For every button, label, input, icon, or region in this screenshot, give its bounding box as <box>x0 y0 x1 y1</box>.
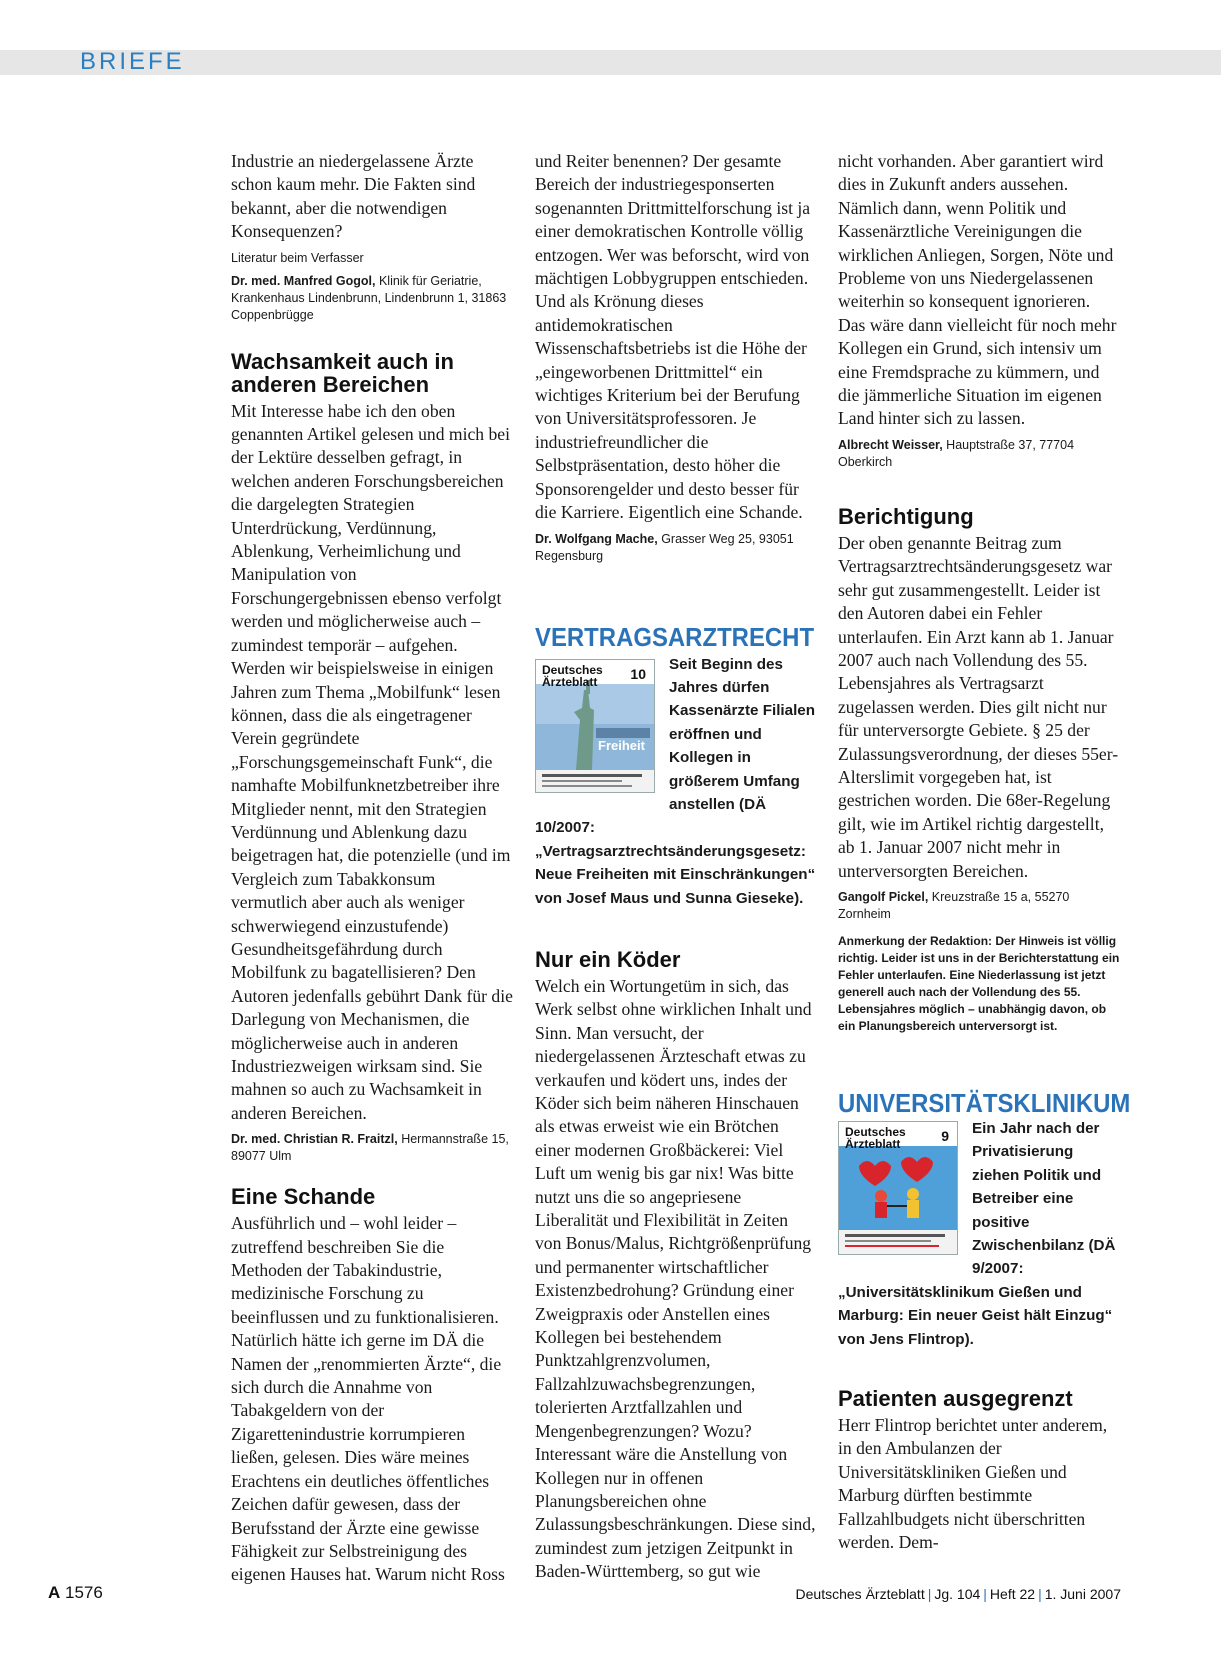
page-number <box>48 1583 103 1603</box>
reference-box-vertragsarztrecht <box>535 623 817 910</box>
page-prefix: A <box>48 1583 61 1602</box>
section-label: BRIEFE <box>80 48 185 75</box>
issue: Heft 22 <box>989 1586 1036 1602</box>
signature-address: Hauptstraße 37, 77704 Oberkirch <box>838 437 1075 469</box>
headline-nur-ein-koeder: Nur ein Köder <box>535 946 681 972</box>
volume: Jg. 104 <box>934 1586 981 1602</box>
date: 1. Juni 2007 <box>1044 1586 1121 1602</box>
letter-nur-ein-koeder: Welch ein Wortungetüm in sich, das Werk selbst ohne wirklichen Inhalt und Sinn. Man versucht, der niedergelassenen Ärzteschaft etwas zu verkaufen und ködert uns, indes der Köder sich beim näheren Hinschauen als etwas erweist wie ein Brötchen einer modernen Großbäckerei: Viel Luft um wenig bis gar nix! Was bitte nutzt uns die so angepriesene Liberalität und Flexibilität in Zeiten von Bonus/Malus, Richtgrößenprüfung und permanenter wirtschaftlicher Existenzbedrohung? Gründung einer Zweigpraxis oder Anstellen eines Kollegen bei bestehendem Punktzahlgrenzvolumen, Fallzahlzuwachsbegrenzungen, tolerierten Arztfallzahlen und Mengenbegrenzungen? Wozu? Interessant wäre die Anstellung von Kollegen nur in offenen Planungsbereichen ohne Zulassungsbeschränkungen. Diese sind, zumindest zum jetzigen Zeitpunkt in Baden-Württemberg, so gut wie <box>535 975 816 1582</box>
signature-mache <box>535 531 817 565</box>
column-3 <box>838 150 1131 1554</box>
separator: | <box>1038 1586 1042 1602</box>
signature-address: Grasser Weg 25, 93051 Regensburg <box>535 531 794 563</box>
signature-weisser <box>838 437 1120 471</box>
box-title: VERTRAGSARZTRECHT <box>535 621 815 652</box>
cover-issue-number: 9 <box>941 1127 949 1144</box>
footer-citation <box>796 1586 1121 1602</box>
box-text: Ein Jahr nach der Privatisierung ziehen Politik und Betreiber eine positive Zwischenbilanz (DÄ 9/2007: „Universitätsklinikum Gießen und Marburg: Ein neuer Geist hält Einzug“ von Jens Flintrop). <box>838 1119 1116 1348</box>
col3-continuation: nicht vorhanden. Aber garantiert wird dies in Zukunft anders aussehen. Nämlich dann, wenn Politik und Kassenärztliche Vereinigungen die wirklichen Anliegen, Sorgen, Nöte und Probleme von uns Niedergelassenen weiterhin so konsequent ignorieren. Das wäre dann vielleicht für noch mehr Kollegen ein Grund, sich intensiv um eine Fremdsprache zu kümmern, und die jämmerliche Situation im eigenen Land hinter sich zu lassen. <box>838 151 1117 429</box>
col2-continuation: und Reiter benennen? Der gesamte Bereich der industriegesponserten sogenannten Drittmittelforschung ist ja einer demokratischen Kontrolle völlig entzogen. Wer was beforscht, wird von mächtigen Lobbygruppen entschieden. Und als Krönung dieses antidemokratischen Wissenschaftsbetriebs ist die Höhe der „eingeworbenen Drittmittel“ ein wichtiges Kriterium bei der Berufung von Universitätsprofessoren. Je industriefreundlicher die Selbstpräsentation, desto höher die Sponsorengelder und desto besser für die Karriere. Eigentlich eine Schande. <box>535 151 811 523</box>
column-1 <box>231 150 513 1587</box>
column-2 <box>535 150 817 1584</box>
signature-name: Dr. med. Manfred Gogol, <box>231 273 376 288</box>
letter-berichtigung: Der oben genannte Beitrag zum Vertragsarztrechtsänderungsgesetz war sehr gut zusammengestellt. Leider ist den Autoren dabei ein Fehler unterlaufen. Ein Arzt kann ab 1. Januar 2007 auch nach Vollendung des 55. Lebensjahres als Vertragsarzt zugelassen werden. Dies gilt nicht nur für unterversorgte Gebiete. § 25 der Zulassungsverordnung, der dieses 55er-Alterslimit vorgegeben hat, ist gestrichen worden. Die 68er-Regelung gilt, wie im Artikel richtig dargestellt, ab 1. Januar 2007 nicht mehr in unterversorgten Bereichen. <box>838 532 1119 881</box>
separator: | <box>983 1586 987 1602</box>
headline-berichtigung: Berichtigung <box>838 503 974 529</box>
magazine-cover-9 <box>838 1121 958 1255</box>
signature-address: Hermannstraße 15, 89077 Ulm <box>231 1132 509 1164</box>
signature-pickel <box>838 889 1120 923</box>
letter-wachsamkeit: Mit Interesse habe ich den oben genannten Artikel gelesen und mich bei der Lektüre desselben gefragt, in welchen anderen Forschungsbereichen die dargelegten Strategien Unterdrückung, Verdünnung, Ablenkung, Verheimlichung und Manipulation von Forschungergebnissen ebenso verfolgt werden und möglicherweise auch – zumindest temporär – aufgehen. Werden wir beispielsweise in einigen Jahren zum Thema „Mobilfunk“ lesen können, dass die als eingetragener Verein gegründete „Forschungsgemeinschaft Funk“, die namhafte Mobilfunknetzbetreiber ihre Mitglieder nennt, mit den Strategien Verdünnung und Ablenkung dazu beigetragen hat, die potenzielle (und im Vergleich zum Tabakkonsum vermutlich aber auch als weniger schwerwiegend einzustufende) Gesundheitsgefährdung durch Mobilfunk zu bagatellisieren? Den Autoren jedenfalls gebührt Dank für die Darlegung von Mechanismen, die möglicherweise auch in anderen Industriezweigen wirksam sind. Sie mahnen so auch zu Wachsamkeit in anderen Bereichen. <box>231 400 513 1123</box>
magazine-cover-10 <box>535 659 655 793</box>
signature-name: Albrecht Weisser, <box>838 437 943 452</box>
col1-intro: Industrie an niedergelassene Ärzte schon kaum mehr. Die Fakten sind bekannt, aber die notwendigen Konsequenzen? <box>231 151 476 242</box>
signature-name: Dr. med. Christian R. Fraitzl, <box>231 1132 398 1147</box>
journal-name: Deutsches Ärzteblatt <box>795 1586 925 1602</box>
page-number-value: 1576 <box>65 1583 103 1602</box>
signature-address: Klinik für Geriatrie, Krankenhaus Lindenbrunn, Lindenbrunn 1, 31863 Coppenbrügge <box>231 273 507 322</box>
signature-name: Dr. Wolfgang Mache, <box>535 531 658 546</box>
cover-issue-number: 10 <box>630 665 646 682</box>
letter-eine-schande: Ausführlich und – wohl leider – zutreffend beschreiben Sie die Methoden der Tabakindustrie, medizinische Forschung zu beeinflussen und zu funktionalisieren. Natürlich hätte ich gerne im DÄ die Namen der „renommierten Ärzte“, die sich durch die Annahme von Tabakgeldern von der Zigarettenindustrie korrumpieren ließen, gelesen. Dies wäre meines Erachtens ein deutliches öffentliches Zeichen dafür gewesen, dass der Berufsstand der Ärzte eine gewisse Fähigkeit zur Selbstreinigung des eigenen Hauses hat. Warum nicht Ross <box>231 1213 505 1585</box>
cover-masthead: Deutsches Ärzteblatt <box>845 1124 906 1151</box>
signature-name: Gangolf Pickel, <box>838 889 929 904</box>
headline-eine-schande: Eine Schande <box>231 1184 376 1210</box>
literature-note: Literatur beim Verfasser <box>231 250 364 265</box>
cover-headline: Freiheit <box>598 737 645 753</box>
editorial-note: Anmerkung der Redaktion: Der Hinweis ist völlig richtig. Leider ist uns in der Berichterstattung ein Fehler unterlaufen. Eine Niederlassung ist jetzt generell auch nach der Vollendung des 55. Lebensjahres möglich – unabhängig davon, ob ein Planungsbereich unterversorgt ist. <box>838 933 1120 1033</box>
signature-address: Kreuzstraße 15 a, 55270 Zornheim <box>838 889 1070 921</box>
cover-masthead: Deutsches Ärzteblatt <box>542 662 603 689</box>
box-title: UNIVERSITÄTSKLINIKUM <box>838 1087 1131 1118</box>
reference-box-universitaetsklinikum <box>838 1087 1131 1351</box>
signature-gogol <box>231 273 513 324</box>
letter-patienten-ausgegrenzt: Herr Flintrop berichtet unter anderem, in den Ambulanzen der Universitätskliniken Gießen und Marburg dürften bestimmte Fallzahlbudgets nicht überschritten werden. Dem- <box>838 1415 1108 1553</box>
signature-fraitzl <box>231 1131 513 1165</box>
separator: | <box>927 1586 932 1602</box>
headline-wachsamkeit: Wachsamkeit auch in anderen Bereichen <box>231 348 454 397</box>
headline-patienten-ausgegrenzt: Patienten ausgegrenzt <box>838 1386 1073 1412</box>
box-text: Seit Beginn des Jahres dürfen Kassenärzte Filialen eröffnen und Kollegen in größerem Umfang anstellen (DÄ 10/2007: „Vertragsarztrechtsänderungsgesetz: Neue Freiheiten mit Einschränkungen“ von Josef Maus und Sunna Gieseke). <box>535 655 816 907</box>
